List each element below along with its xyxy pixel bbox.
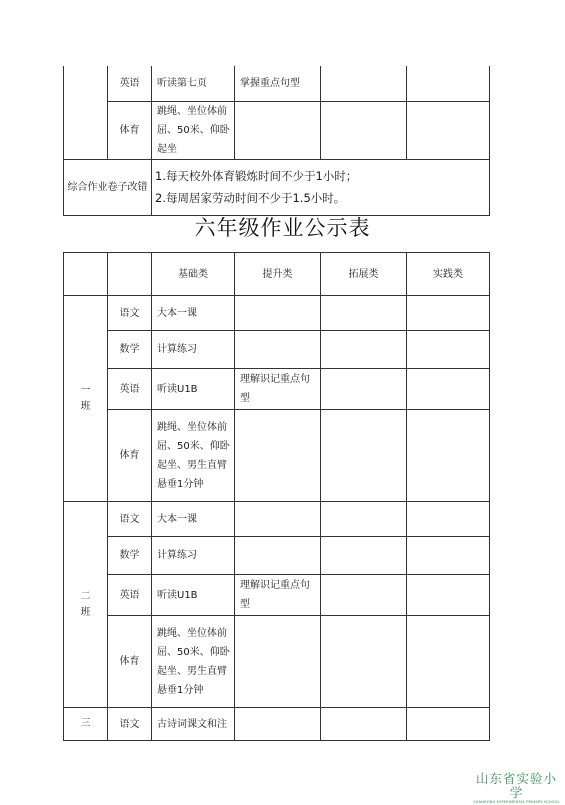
expand-cell [321, 537, 407, 575]
basic-cell: 跳绳、坐位体前屈、50米、仰卧起坐 [152, 101, 235, 159]
summary-line: 1.每天校外体育锻炼时间不少于1小时； [155, 169, 358, 183]
improve-cell: 理解识记重点句型 [235, 575, 321, 616]
basic-cell: 听读U1B [152, 369, 235, 410]
corner-cell [64, 253, 108, 296]
homework-table [63, 252, 490, 741]
expand-cell [321, 575, 407, 616]
school-logo [470, 772, 563, 805]
subject-cell: 语文 [108, 502, 152, 537]
subject-cell: 体育 [108, 101, 152, 159]
improve-cell [235, 502, 321, 537]
class-cell: 二 班 [64, 502, 108, 708]
practice-cell [407, 66, 490, 101]
improve-cell [235, 101, 321, 159]
table-row [64, 502, 490, 537]
header-row [64, 253, 490, 296]
improve-cell: 理解识记重点句型 [235, 369, 321, 410]
class-cell: 三 [64, 708, 108, 741]
header-basic: 基础类 [152, 253, 235, 296]
basic-cell: 跳绳、坐位体前屈、50米、仰卧起坐、男生直臂悬垂1分钟 [152, 410, 235, 502]
summary-notes [152, 159, 490, 215]
table-row [64, 537, 490, 575]
table-row [64, 708, 490, 741]
basic-cell: 听读第七页 [152, 66, 235, 101]
summary-line: 2.每周居家劳动时间不少于1.5小时。 [155, 191, 346, 205]
expand-cell [321, 410, 407, 502]
improve-cell: 掌握重点句型 [235, 66, 321, 101]
practice-cell [407, 537, 490, 575]
subject-cell: 体育 [108, 616, 152, 708]
expand-cell [321, 296, 407, 331]
subject-cell: 语文 [108, 708, 152, 741]
practice-cell [407, 410, 490, 502]
subject-cell: 体育 [108, 410, 152, 502]
table-row [64, 66, 490, 101]
subject-cell: 英语 [108, 575, 152, 616]
practice-cell [407, 575, 490, 616]
basic-cell: 计算练习 [152, 537, 235, 575]
basic-cell: 大本一课 [152, 502, 235, 537]
table-row [64, 410, 490, 502]
table-row [64, 159, 490, 215]
previous-class-table [63, 66, 490, 216]
corner-cell [108, 253, 152, 296]
table-row [64, 616, 490, 708]
improve-cell [235, 296, 321, 331]
subject-cell: 英语 [108, 369, 152, 410]
expand-cell [321, 616, 407, 708]
practice-cell [407, 296, 490, 331]
improve-cell [235, 331, 321, 369]
subject-cell: 数学 [108, 537, 152, 575]
basic-cell: 大本一课 [152, 296, 235, 331]
header-improve: 提升类 [235, 253, 321, 296]
basic-cell: 计算练习 [152, 331, 235, 369]
page-title: 六年级作业公示表 [194, 216, 371, 240]
improve-cell [235, 708, 321, 741]
expand-cell [321, 101, 407, 159]
practice-cell [407, 502, 490, 537]
basic-cell: 古诗词课文和注 [152, 708, 235, 741]
practice-cell [407, 708, 490, 741]
expand-cell [321, 331, 407, 369]
table-row [64, 331, 490, 369]
logo-chinese-name: 山东省实验小学 [475, 771, 557, 800]
improve-cell [235, 410, 321, 502]
basic-cell: 听读U1B [152, 575, 235, 616]
practice-cell [407, 101, 490, 159]
class-cell: 一 班 [64, 296, 108, 502]
expand-cell [321, 708, 407, 741]
practice-cell [407, 331, 490, 369]
expand-cell [321, 66, 407, 101]
subject-cell: 英语 [108, 66, 152, 101]
subject-cell: 数学 [108, 331, 152, 369]
basic-cell: 跳绳、坐位体前屈、50米、仰卧起坐、男生直臂悬垂1分钟 [152, 616, 235, 708]
header-practice: 实践类 [407, 253, 490, 296]
improve-cell [235, 537, 321, 575]
subject-cell: 语文 [108, 296, 152, 331]
table-row [64, 575, 490, 616]
header-expand: 拓展类 [321, 253, 407, 296]
expand-cell [321, 369, 407, 410]
table-row [64, 101, 490, 159]
class-cell [64, 66, 108, 159]
table-row [64, 296, 490, 331]
practice-cell [407, 369, 490, 410]
summary-label: 综合作业卷子改错 [64, 159, 152, 215]
expand-cell [321, 502, 407, 537]
logo-english-name: SHANDONG EXPERIMENTAL PRIMARY SCHOOL [473, 800, 560, 804]
improve-cell [235, 616, 321, 708]
table-row [64, 369, 490, 410]
practice-cell [407, 616, 490, 708]
